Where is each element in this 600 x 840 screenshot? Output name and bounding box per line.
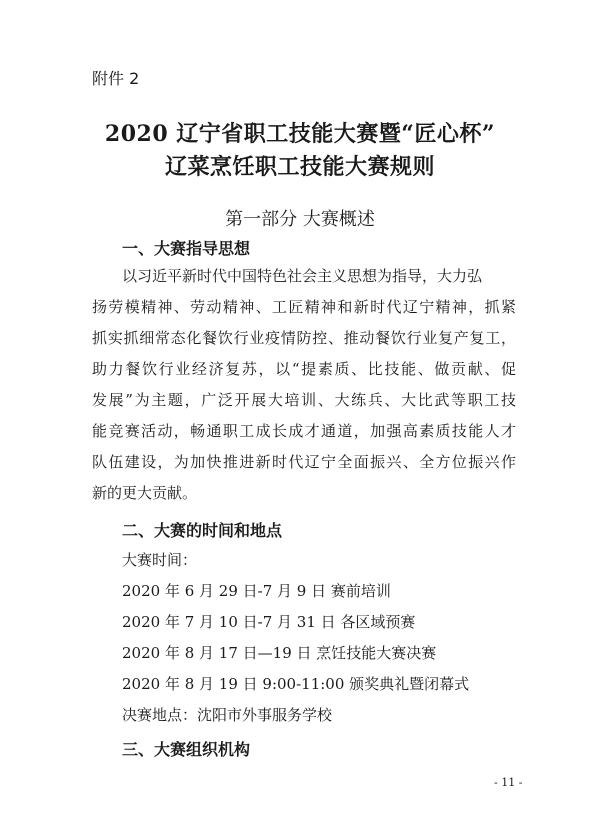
part-title: 第一部分 大赛概述 [225,209,375,230]
paragraph-line: 助力餐饮行业经济复苏，以“提素质、比技能、做贡献、促 [92,360,516,378]
schedule-item: 2020 年 8 月 19 日 9:00-11:00 颁奖典礼暨闭幕式 [122,675,470,693]
section-heading-2: 二、大赛的时间和地点 [122,521,283,540]
paragraph-line: 扬劳模精神、劳动精神、工匠精神和新时代辽宁精神，抓紧 [92,298,516,316]
section-heading-3: 三、大赛组织机构 [122,740,251,759]
section-heading-1: 一、大赛指导思想 [122,239,251,258]
paragraph-line: 新的更大贡献。 [92,484,198,502]
venue-line: 决赛地点：沈阳市外事服务学校 [122,706,333,724]
paragraph-line: 以习近平新时代中国特色社会主义思想为指导，大力弘 [122,267,483,285]
paragraph-line: 发展”为主题，广泛开展大培训、大练兵、大比武等职工技 [92,391,516,409]
paragraph-line: 抓实抓细常态化餐饮行业疫情防控、推动餐饮行业复产复工， [92,329,516,347]
document-title-line-2: 辽菜烹饪职工技能大赛规则 [164,154,435,180]
schedule-item: 2020 年 8 月 17 日—19 日 烹饪技能大赛决赛 [122,644,437,662]
attachment-label: 附件 2 [92,69,140,88]
time-label: 大赛时间： [122,551,198,569]
schedule-item: 2020 年 6 月 29 日-7 月 9 日 赛前培训 [122,582,391,600]
document-title-line-1: 2020 辽宁省职工技能大赛暨“匠心杯” [104,121,496,147]
paragraph-line: 队伍建设，为加快推进新时代辽宁全面振兴、全方位振兴作 [92,453,516,471]
paragraph-line: 能竞赛活动，畅通职工成长成才通道，加强高素质技能人才 [92,422,516,440]
schedule-item: 2020 年 7 月 10 日-7 月 31 日 各区域预赛 [122,613,416,631]
page-number: - 11 - [494,776,523,789]
